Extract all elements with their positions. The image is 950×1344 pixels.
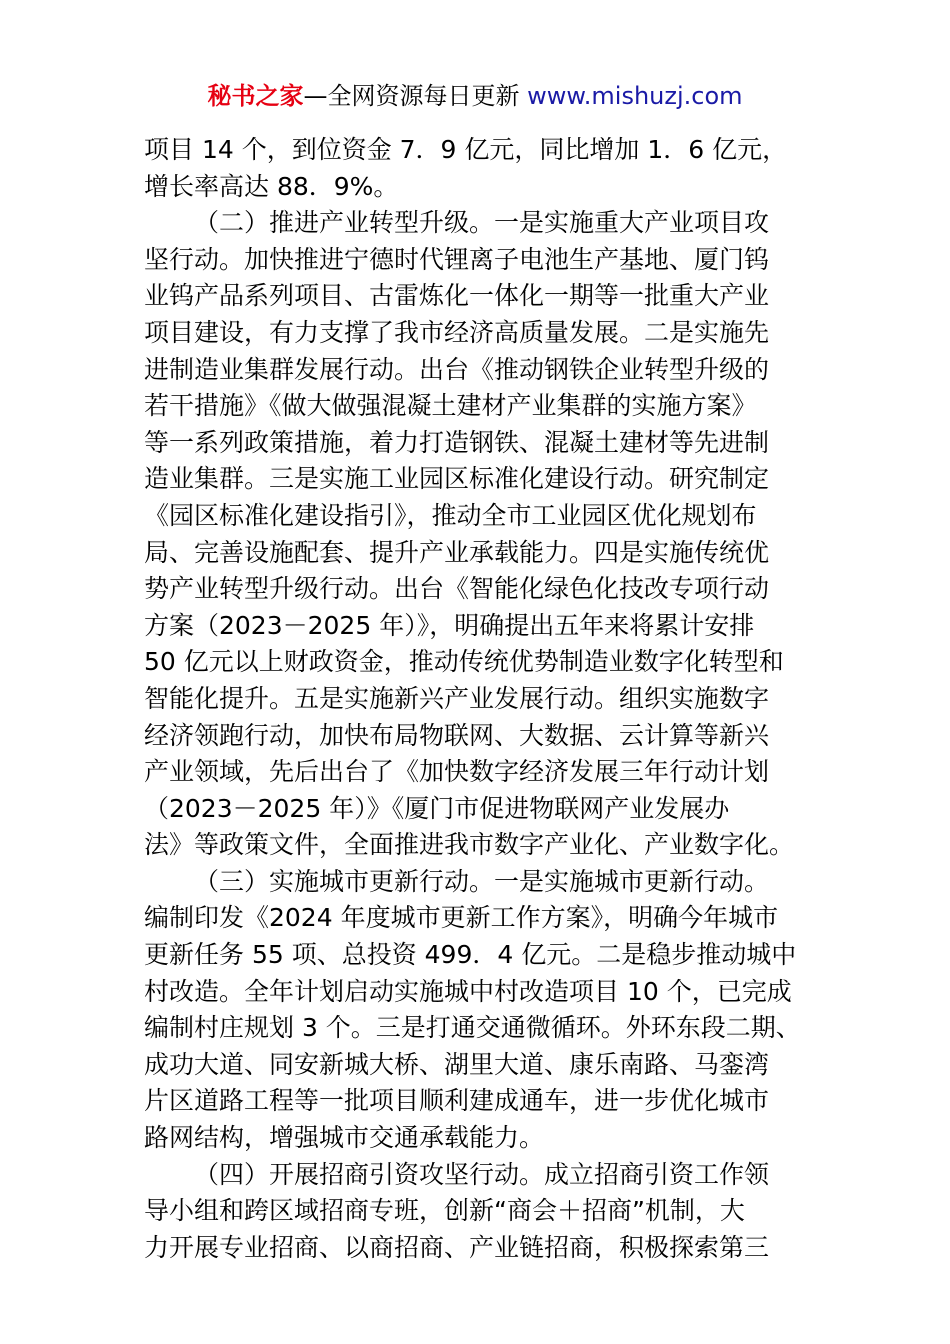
- text-line: 力开展专业招商、以商招商、产业链招商，积极探索第三: [144, 1232, 770, 1262]
- text-line: 业钨产品系列项目、古雷炼化一体化一期等一批重大产业: [144, 281, 770, 311]
- text-line: 法》等政策文件，全面推进我市数字产业化、产业数字化。: [144, 830, 795, 860]
- text-line: 编制印发《2024 年度城市更新工作方案》，明确今年城市: [144, 903, 779, 933]
- site-header: [0, 80, 950, 112]
- text-line: 智能化提升。五是实施新兴产业发展行动。组织实施数字: [144, 683, 770, 713]
- text-line: （2023－2025 年）》《厦门市促进物联网产业发展办: [144, 793, 730, 823]
- text-line: 势产业转型升级行动。出台《智能化绿色化技改专项行动: [144, 574, 770, 604]
- text-line: 经济领跑行动，加快布局物联网、大数据、云计算等新兴: [144, 720, 770, 750]
- text-line: 产业领域，先后出台了《加快数字经济发展三年行动计划: [144, 757, 770, 787]
- text-line-paragraph-start: （四）开展招商引资攻坚行动。成立招商引资工作领: [194, 1159, 770, 1189]
- text-line: 导小组和跨区域招商专班，创新“商会＋招商”机制，大: [144, 1196, 745, 1226]
- text-line: 片区道路工程等一批项目顺利建成通车，进一步优化城市: [144, 1086, 770, 1116]
- text-line: 坚行动。加快推进宁德时代锂离子电池生产基地、厦门钨: [144, 244, 770, 274]
- site-tagline: —全网资源每日更新: [303, 82, 528, 110]
- text-line-paragraph-start: （三）实施城市更新行动。一是实施城市更新行动。: [194, 866, 770, 896]
- text-line: 项目建设，有力支撑了我市经济高质量发展。二是实施先: [144, 317, 770, 347]
- text-line: 村改造。全年计划启动实施城中村改造项目 10 个，已完成: [144, 976, 792, 1006]
- text-line: 路网结构，增强城市交通承载能力。: [144, 1123, 545, 1153]
- text-line: 增长率高达 88．9%。: [144, 171, 399, 201]
- text-line: 编制村庄规划 3 个。三是打通交通微循环。外环东段二期、: [144, 1013, 801, 1043]
- text-line-paragraph-start: （二）推进产业转型升级。一是实施重大产业项目攻: [194, 208, 770, 238]
- site-brand: 秘书之家: [207, 82, 304, 110]
- text-line: 项目 14 个，到位资金 7．9 亿元，同比增加 1．6 亿元，: [144, 135, 788, 164]
- text-line: 造业集群。三是实施工业园区标准化建设行动。研究制定: [144, 464, 770, 494]
- text-line: 《园区标准化建设指引》，推动全市工业园区优化规划布: [144, 500, 757, 530]
- text-line: 等一系列政策措施，着力打造钢铁、混凝土建材等先进制: [144, 427, 770, 457]
- text-line: 进制造业集群发展行动。出台《推动钢铁企业转型升级的: [144, 354, 770, 384]
- text-line: 50 亿元以上财政资金，推动传统优势制造业数字化转型和: [144, 647, 784, 677]
- document-body: [144, 132, 824, 1266]
- text-line: 若干措施》《做大做强混凝土建材产业集群的实施方案》: [144, 391, 757, 421]
- site-url-link[interactable]: www.mishuzj.com: [527, 82, 743, 110]
- text-line: 局、完善设施配套、提升产业承载能力。四是实施传统优: [144, 537, 770, 567]
- text-line: 成功大道、同安新城大桥、湖里大道、康乐南路、马銮湾: [144, 1049, 770, 1079]
- text-line: 方案（2023－2025 年）》，明确提出五年来将累计安排: [144, 610, 755, 640]
- text-line: 更新任务 55 项、总投资 499．4 亿元。二是稳步推动城中: [144, 940, 797, 970]
